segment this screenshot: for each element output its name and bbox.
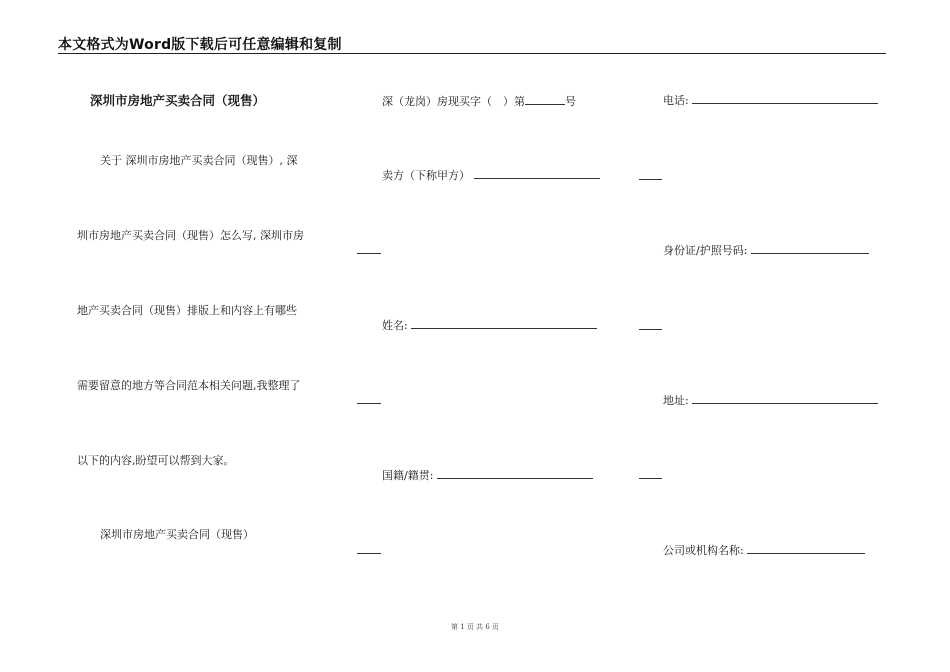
seller-blank [474,168,600,179]
contract-number-suffix: 号 [565,95,576,108]
id-blank [751,243,869,254]
intro-line: 圳市房地产买卖合同（现售）怎么写, 深圳市房 [77,229,304,242]
page-number: 第 1 页 共 6 页 [450,623,500,631]
address-line [663,393,878,408]
phone-blank [692,93,878,104]
continuation-blank [639,478,662,479]
name-label: 姓名: [382,319,408,332]
contract-number-blank [525,94,565,105]
phone-line [663,93,878,108]
intro-line: 地产买卖合同（现售）排版上和内容上有哪些 [77,304,297,317]
address-blank [692,393,878,404]
company-line [663,543,865,558]
nationality-blank [437,468,593,479]
header-divider [58,53,886,54]
name-blank [411,318,597,329]
intro-line: 需要留意的地方等合同范本相关问题,我整理了 [77,379,301,392]
phone-label: 电话: [663,94,689,107]
continuation-blank [639,179,662,180]
continuation-blank [639,329,662,330]
seller-line [382,168,600,183]
company-blank [747,543,865,554]
seller-label: 卖方（下称甲方） [382,169,470,182]
continuation-blank [357,403,381,404]
nationality-line [382,468,593,483]
document-header-title: 本文格式为Word版下载后可任意编辑和复制 [58,37,342,53]
contract-subtitle: 深圳市房地产买卖合同（现售） [100,528,254,541]
continuation-blank [357,553,381,554]
id-line [663,243,869,258]
intro-line: 以下的内容,盼望可以帮到大家。 [77,454,235,467]
contract-title: 深圳市房地产买卖合同（现售） [90,93,266,108]
nationality-label: 国籍/籍贯: [382,469,434,482]
address-label: 地址: [663,394,689,407]
contract-number-line [382,94,576,109]
company-label: 公司或机构名称: [663,544,744,557]
continuation-blank [357,253,381,254]
contract-number-prefix: 深（龙岗）房现买字（ ）第 [382,95,525,108]
id-label: 身份证/护照号码: [663,244,748,257]
intro-line: 关于 深圳市房地产买卖合同（现售）, 深 [100,154,298,167]
name-line [382,318,597,333]
